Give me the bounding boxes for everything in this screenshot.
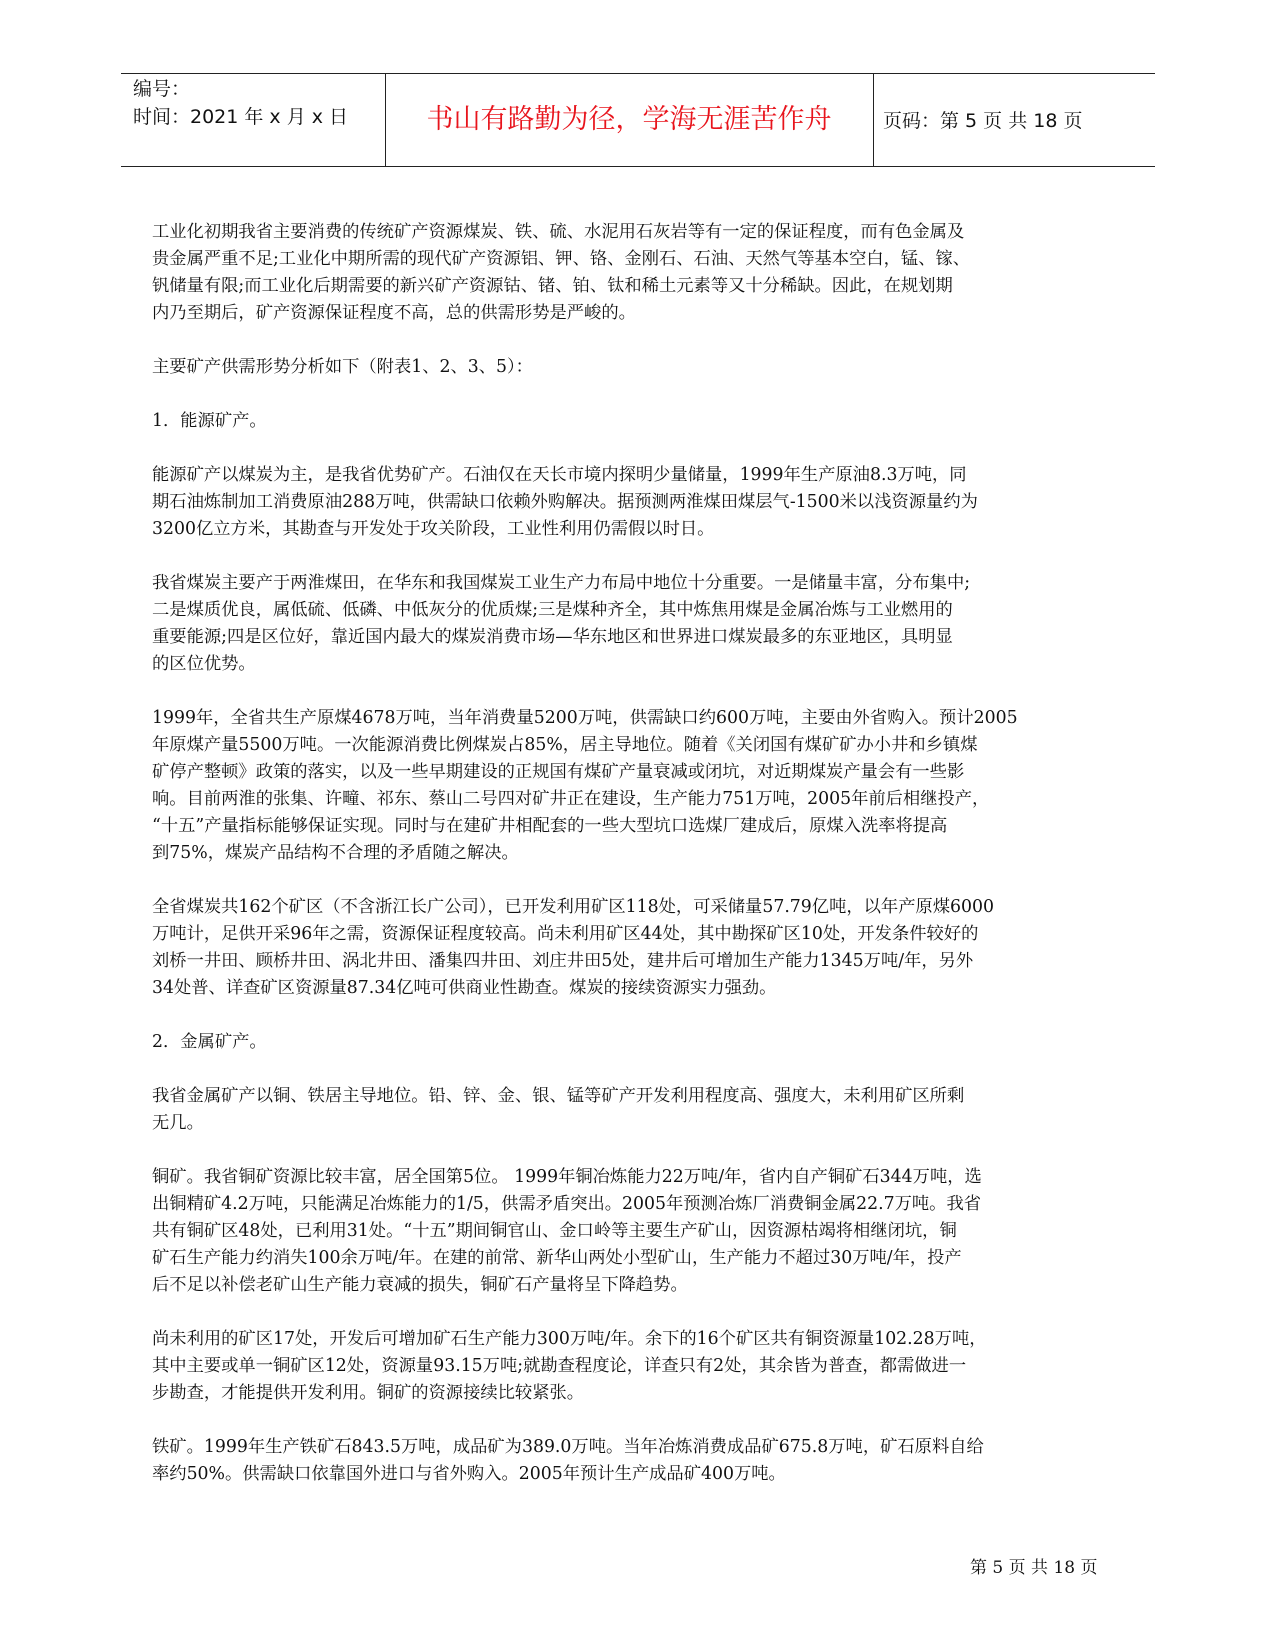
paragraph-metal: 我省金属矿产以铜、铁居主导地位。铅、锌、金、银、锰等矿产开发利用程度高、强度大，未利用矿区所剩 无几。 — [152, 1086, 965, 1133]
document-date-label: 时间：2021 年 x 月 x 日 — [133, 106, 349, 128]
paragraph-coal-production: 1999年，全省共生产原煤4678万吨，当年消费量5200万吨，供需缺口约600万吨，主要由外省购入。预计2005 年原煤产量5500万吨。一次能源消费比例煤炭占85%，居主导地位。随着《关闭国有煤矿矿办小井和乡镇煤 矿停产整顿》政策的落实，以及一些早期建设的正规国有煤矿产量衰减或闭坑，对近期煤炭产量会有一些影 响。目前两淮的张集、许疃、祁东、蔡山二号四对矿井正在建设，生产能力751万吨，2005年前后相继投产， “十五”产量指标能够保证实现。同时与在建矿井相配套的一些大型坑口选煤厂建成后，原煤入洗率将提高 到75%，煤炭产品结构不合理的矛盾随之解决。 — [152, 708, 1018, 863]
page-header — [121, 73, 1155, 167]
header-motto-cell — [385, 74, 874, 166]
section-heading-metal: 2．金属矿产。 — [152, 1032, 267, 1052]
paragraph-coal-reserves: 全省煤炭共162个矿区（不含浙江长广公司），已开发利用矿区118处，可采储量57.79亿吨，以年产原煤6000 万吨计，足供开采96年之需，资源保证程度较高。尚未利用矿区44处，其中勘探矿区10处，开发条件较好的 刘桥一井田、顾桥井田、涡北井田、潘集四井田、刘庄井田5处，建井后可增加生产能力1345万吨/年，另外 34处普、详查矿区资源量87.34亿吨可供商业性勘查。煤炭的接续资源实力强劲。 — [152, 897, 995, 998]
header-page-cell — [873, 74, 1155, 166]
paragraph-energy: 能源矿产以煤炭为主，是我省优势矿产。石油仅在天长市境内探明少量储量，1999年生产原油8.3万吨，同 期石油炼制加工消费原油288万吨，供需缺口依赖外购解决。据预测两淮煤田煤层气-1500米以浅资源量约为 3200亿立方米，其勘查与开发处于攻关阶段，工业性利用仍需假以时日。 — [152, 465, 978, 539]
header-motto: 书山有路勤为径，学海无涯苦作舟 — [426, 104, 832, 135]
document-body — [152, 219, 1133, 1488]
paragraph-analysis-intro: 主要矿产供需形势分析如下（附表1、2、3、5）： — [152, 357, 533, 377]
paragraph-copper-unused: 尚未利用的矿区17处，开发后可增加矿石生产能力300万吨/年。余下的16个矿区共有铜资源量102.28万吨， 其中主要或单一铜矿区12处，资源量93.15万吨;就勘查程度论，详查只有2处，其余皆为普查，都需做进一 步勘查，才能提供开发利用。铜矿的资源接续比较紧张。 — [152, 1329, 987, 1403]
paragraph-coal-distribution: 我省煤炭主要产于两淮煤田，在华东和我国煤炭工业生产力布局中地位十分重要。一是储量丰富，分布集中; 二是煤质优良，属低硫、低磷、中低灰分的优质煤;三是煤种齐全，其中炼焦用煤是金属冶炼与工业燃用的 重要能源;四是区位好，靠近国内最大的煤炭消费市场—华东地区和世界进口煤炭最多的东亚地区，具明显 的区位优势。 — [152, 573, 971, 674]
paragraph-iron: 铁矿。1999年生产铁矿石843.5万吨，成品矿为389.0万吨。当年冶炼消费成品矿675.8万吨，矿石原料自给 率约50%。供需缺口依靠国外进口与省外购入。2005年预计生产成品矿400万吨。 — [152, 1437, 984, 1484]
paragraph-intro: 工业化初期我省主要消费的传统矿产资源煤炭、铁、硫、水泥用石灰岩等有一定的保证程度，而有色金属及 贵金属严重不足;工业化中期所需的现代矿产资源铝、钾、铬、金刚石、石油、天然气等基本空白，锰、镓、 钒储量有限;而工业化后期需要的新兴矿产资源钴、锗、铂、钛和稀土元素等又十分稀缺。因此，在规划期 内乃至期后，矿产资源保证程度不高，总的供需形势是严峻的。 — [152, 222, 971, 323]
page-footer-number: 第 5 页 共 18 页 — [970, 1558, 1098, 1578]
header-page-info: 页码：第 5 页 共 18 页 — [883, 110, 1083, 132]
paragraph-copper: 铜矿。我省铜矿资源比较丰富，居全国第5位。 1999年铜冶炼能力22万吨/年，省内自产铜矿石344万吨，选 出铜精矿4.2万吨，只能满足冶炼能力的1/5，供需矛盾突出。2005年预测冶炼厂消费铜金属22.7万吨。我省 共有铜矿区48处，已利用31处。“十五”期间铜官山、金口岭等主要生产矿山，因资源枯竭将相继闭坑，铜 矿石生产能力约消失100余万吨/年。在建的前常、新华山两处小型矿山，生产能力不超过30万吨/年，投产 后不足以补偿老矿山生产能力衰减的损失，铜矿石产量将呈下降趋势。 — [152, 1167, 982, 1295]
section-heading-energy: 1．能源矿产。 — [152, 411, 267, 431]
document-number-label: 编号： — [133, 78, 191, 100]
header-left-cell — [121, 74, 386, 166]
